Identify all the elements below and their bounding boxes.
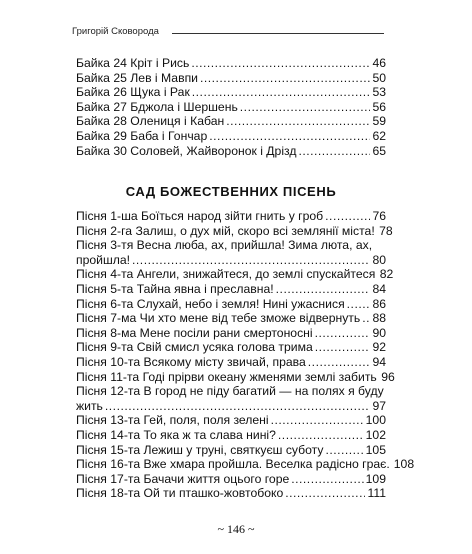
page-number: ~ 146 ~: [217, 522, 255, 536]
toc-entry-song-title: Пісня 16-та Вже хмара пройшла. Веселка радісно грає.: [76, 457, 390, 472]
dot-leader: [325, 443, 363, 458]
toc-entry-song-title: Пісня 2-га Залиш, о дух мій, скоро всі землянії міста!: [76, 223, 375, 238]
toc-entry-song-title: Пісня 4-та Ангели, знижайтеся, до землі спускайтеся: [76, 267, 376, 282]
toc-entry-song[interactable]: [76, 457, 415, 472]
toc-entry-song-title: Пісня 14-та То яка ж та слава нині?: [76, 427, 276, 442]
toc-entry-fable-title: Байка 26 Щука і Рак: [76, 85, 190, 100]
dot-leader: [308, 355, 370, 370]
toc-entry-fable[interactable]: [76, 114, 386, 129]
toc-entry-song-title: Пісня 3-тя Весна люба, ах, прийшла! Зима люта, ах,: [76, 238, 373, 253]
toc-entry-song-title: Пісня 7-ма Чи хто мене від тебе зможе відвернуть: [76, 311, 361, 326]
toc-entry-fable-page-number: 53: [372, 85, 386, 100]
dot-leader: [209, 129, 370, 144]
toc-entry-song-title: Пісня 17-та Бачачи життя оцього горе: [76, 471, 290, 486]
toc-entry-fable-title: Байка 25 Лев і Мавпи: [76, 70, 198, 85]
toc-entry-song-page-number: 84: [372, 281, 386, 296]
toc-entry-song-title: Пісня 15-та Лежиш у труні, святкуєш суботу: [76, 442, 324, 457]
toc-entry-song-title: Пісня 5-та Тайна явна і преславна!: [76, 281, 274, 296]
toc-entry-song-page-number: 100: [365, 413, 386, 428]
toc-entry-song-page-number: 94: [372, 354, 386, 369]
dot-leader: [240, 100, 370, 115]
toc-entry-song[interactable]: [76, 355, 386, 370]
toc-entry-song[interactable]: [76, 472, 386, 487]
toc-entry-song-page-number: 109: [365, 471, 386, 486]
toc-entry-song[interactable]: [76, 297, 386, 312]
dot-leader: [347, 297, 370, 312]
dot-leader: [362, 311, 370, 326]
dot-leader: [105, 399, 370, 414]
toc-entry-song-page-number: 88: [372, 311, 386, 326]
toc-entry-song-page-number: 86: [372, 296, 386, 311]
toc-entry-fable[interactable]: [76, 129, 386, 144]
toc-entry-fable[interactable]: [76, 71, 386, 86]
toc-entry-song-page-number: 90: [372, 325, 386, 340]
toc-entry-fable[interactable]: [76, 100, 386, 115]
toc-entry-song-page-number: 102: [365, 427, 386, 442]
toc-entry-fable-title: Байка 27 Бджола і Шершень: [76, 99, 238, 114]
toc-entry-fable-page-number: 46: [372, 56, 386, 70]
toc-entry-fable-title: Байка 24 Кріт і Рись: [76, 56, 190, 70]
toc-entry-song-title: Пісня 13-та Гей, поля, поля зелені: [76, 413, 269, 428]
toc-entry-song[interactable]: [76, 369, 395, 385]
toc-entry-song[interactable]: [76, 282, 386, 297]
dot-leader: [276, 282, 370, 297]
toc-entry-song-title-line: [76, 384, 386, 399]
dot-leader: [200, 71, 370, 86]
toc-entry-song-title: Пісня 10-та Всякому місту звичай, права: [76, 354, 306, 369]
toc-entry-song-page-number: 76: [372, 209, 386, 223]
toc-entry-song[interactable]: [76, 209, 386, 224]
dot-leader: [271, 413, 364, 428]
toc-entry-song-title: Пісня 8-ма Мене посіли рани смертоносні: [76, 325, 313, 340]
toc-entry-song-page-number: 108: [393, 457, 415, 472]
dot-leader: [285, 486, 365, 501]
toc-entry-song-title: Пісня 12-та В город не піду багатий — на полях я буду: [76, 384, 384, 399]
toc-entry-fable[interactable]: [76, 85, 386, 100]
toc-entry-fable-page-number: 62: [372, 128, 386, 143]
header-rule: [172, 33, 384, 34]
toc-entry-song-page-number: 111: [367, 486, 386, 501]
running-header: [72, 24, 384, 42]
toc-entry-song-title: Пісня 18-та Ой ти пташко-жовтобоко: [76, 486, 284, 501]
toc-entry-song[interactable]: [76, 413, 386, 428]
toc-entry-song[interactable]: [76, 486, 386, 501]
toc-entry-song-title: Пісня 9-та Свій смисл усяка голова трима: [76, 340, 313, 355]
toc-entry-song-page-number: 97: [372, 398, 386, 413]
toc-entry-fable-page-number: 65: [372, 143, 386, 158]
dot-leader: [278, 428, 364, 443]
dot-leader: [191, 56, 370, 71]
toc-entry-fable-page-number: 56: [372, 99, 386, 114]
toc-entry-song[interactable]: [76, 326, 386, 341]
dot-leader: [192, 85, 370, 100]
dot-leader: [325, 209, 370, 224]
toc-entry-fable[interactable]: [76, 144, 386, 159]
toc-entry-song[interactable]: [76, 253, 386, 268]
dot-leader: [298, 144, 370, 159]
dot-leader: [132, 253, 370, 268]
toc-entry-song[interactable]: [76, 399, 386, 414]
section-title: САД БОЖЕСТВЕННИХ ПІСЕНЬ: [125, 184, 337, 199]
songs-toc: [76, 209, 415, 501]
toc-entry-song[interactable]: [76, 223, 393, 239]
toc-entry-song[interactable]: [76, 267, 394, 282]
toc-entry-fable[interactable]: [76, 56, 386, 71]
toc-entry-song-title: пройшла!: [76, 252, 131, 267]
toc-entry-fable-title: Байка 28 Олениця і Кабан: [76, 114, 225, 129]
toc-entry-song[interactable]: [76, 311, 386, 326]
toc-entry-song-title-line: [76, 238, 386, 253]
toc-entry-song[interactable]: [76, 340, 386, 355]
toc-entry-fable-page-number: 50: [372, 70, 386, 85]
fables-toc: [76, 56, 386, 158]
toc-entry-song-title: Пісня 11-та Годі прірви океану жменями землі забить: [76, 369, 377, 384]
header-author: Григорій Сковорода: [72, 26, 159, 37]
toc-entry-fable-title: Байка 29 Баба і Гончар: [76, 128, 208, 143]
toc-entry-song[interactable]: [76, 443, 386, 458]
toc-entry-song-title: Пісня 1-ша Боїться народ зійти гнить у гроб: [76, 209, 324, 223]
toc-entry-song-title: Пісня 6-та Слухай, небо і земля! Нині ужаснися: [76, 296, 345, 311]
toc-entry-song-page-number: 80: [372, 252, 386, 267]
toc-entry-song-page-number: 96: [381, 369, 395, 384]
toc-entry-song-title: жить: [76, 398, 103, 413]
dot-leader: [291, 472, 363, 487]
dot-leader: [315, 326, 370, 341]
toc-entry-fable-title: Байка 30 Соловей, Жайворонок і Дрізд: [76, 143, 297, 158]
dot-leader: [226, 114, 370, 129]
toc-entry-song-page-number: 78: [379, 223, 393, 238]
toc-entry-song-page-number: 92: [372, 340, 386, 355]
dot-leader: [315, 340, 370, 355]
toc-entry-song-page-number: 82: [379, 267, 394, 282]
toc-entry-song[interactable]: [76, 428, 386, 443]
toc-entry-fable-page-number: 59: [372, 114, 386, 129]
toc-entry-song-page-number: 105: [365, 442, 386, 457]
